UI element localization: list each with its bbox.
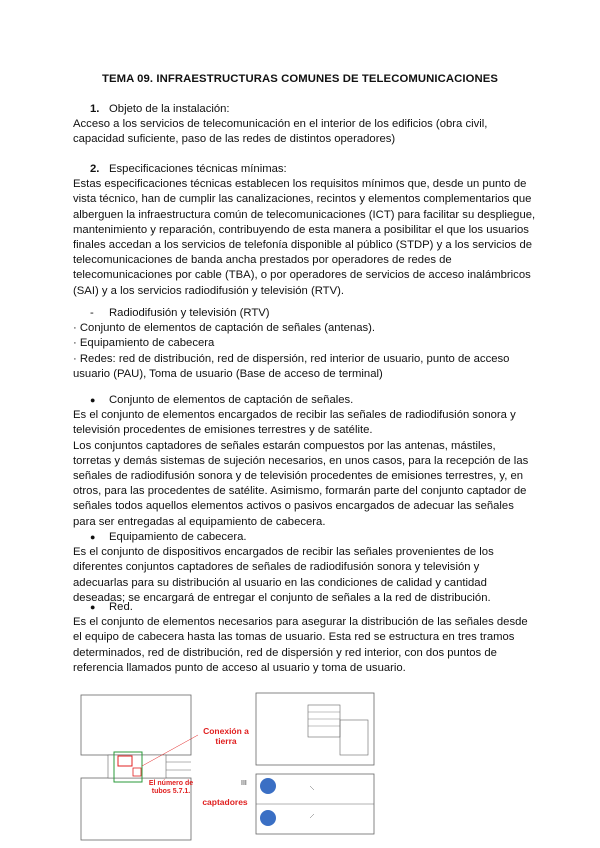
captador-circle [260,778,276,794]
bullet-1-heading-text: Conjunto de elementos de captación de señales. [109,394,354,406]
section-2-number: 2. [90,163,100,175]
text-line: telecomunicaciones por cable (TBA), o por operadores de servicios de acceso inalámbricos [73,269,531,282]
text-line: · Conjunto de elementos de captación de señales (antenas). [73,322,376,335]
section-rtv [73,306,538,382]
text-line: otros, para las procedentes de satélite. Asimismo, formarán parte del conjunto captador de [73,485,527,498]
text-line: referencia llamados punto de acceso al usuario y toma de usuario. [73,661,406,674]
text-line: diferentes conjuntos captadores de señales de radiodifusión sonora y televisión y [73,561,480,574]
text-line: (SAI) y a los servicios radiodifusión y televisión (RTV). [73,284,345,297]
text-line: usuario (PAU), Toma de usuario (Base de acceso de terminal) [73,367,383,380]
bullet-icon: ● [90,602,96,612]
text-line: televisión procedentes de emisiones terrestres y de satélite. [73,424,373,437]
captadores-label: captadores [202,797,248,807]
section-2-heading-text: Especificaciones técnicas mínimas: [109,163,287,175]
bullet-icon: ● [90,532,96,542]
text-line: finales accedan a los servicios de telefonía disponible al público (STDP) y a los servicios de [73,239,533,252]
text-line: señales de radiodifusión sonora y de televisión procedentes de emisiones terrestres, y, en [73,470,524,483]
bullet-2-heading-text: Equipamiento de cabecera. [109,531,247,543]
text-line: señales todos aquellos elementos activos o pasivos encargados de adecuar las señales [73,500,514,513]
conexion-tierra-label: Conexión a tierra [203,726,249,746]
text-line: torretas y demás sistemas de sujeción necesarios, en unos casos, para la recepción de las [73,454,529,467]
captador-circle [260,810,276,826]
section-1-number: 1. [90,103,100,115]
section-cabecera [73,530,538,606]
section-1-heading-text: Objeto de la instalación: [109,103,230,115]
upper-floor-plan [81,695,191,755]
section-red [73,600,538,676]
text-line: capacidad suficiente, paso de las redes de distintos operadores) [73,133,396,146]
rtv-heading [73,306,538,321]
text-line: vista técnico, han de cumplir las canalizaciones, recintos y elementos complementarios que [73,193,532,206]
text-line: · Redes: red de distribución, red de dispersión, red interior de usuario, punto de acceso [73,352,510,365]
section-1-heading [73,102,538,117]
section-objeto [73,102,538,148]
text-line: Es el conjunto de elementos encargados de recibir las señales de radiodifusión sonora y [73,409,516,422]
text-line: Estas especificaciones técnicas establecen los requisitos mínimos que, desde un punto de [73,178,527,191]
text-line: Es el conjunto de elementos necesarios para asegurar la distribución de las señales desde [73,616,528,629]
right-top-plan [256,693,374,765]
text-line: el equipo de cabecera hasta las tomas de usuario. Esta red se estructura en tres tramos [73,631,515,644]
bullet-3-heading-text: Red. [109,601,133,613]
section-captacion [73,393,538,530]
text-line: para ser entregadas al equipamiento de cabecera. [73,515,326,528]
stair-core [108,755,166,778]
section-especificaciones [73,162,538,299]
text-line: telecomunicaciones de banda ancha prestados por operadores de redes de [73,254,452,267]
bullet-3-heading [73,600,538,615]
document-title: TEMA 09. INFRAESTRUCTURAS COMUNES DE TELECOMUNICACIONES [101,73,499,85]
text-line: Acceso a los servicios de telecomunicación en el interior de los edificios (obra civil, [73,118,488,131]
plans-drawing [78,690,378,848]
rtv-heading-text: Radiodifusión y televisión (RTV) [109,307,270,319]
bullet-1-heading [73,393,538,408]
bullet-2-heading [73,530,538,545]
text-line: determinados, red de distribución, red de dispersión y red interior, con dos puntos de [73,646,497,659]
dash-marker: - [90,307,94,319]
text-line: deseadas; se encargará de entregar el conjunto de señales a la red de distribución. [73,591,491,604]
text-line: mantenimiento y reparación, contribuyendo de esta manera a posibilitar el que los usuarios [73,223,529,236]
bullet-icon: ● [90,395,96,405]
ict-plans-figure [78,690,378,840]
text-line: · Equipamiento de cabecera [73,337,215,350]
text-line: adecuarlas para su distribución al usuario en las condiciones de calidad y cantidad [73,576,487,589]
text-line: Los conjuntos captadores de señales estarán compuestos por las antenas, mástiles, [73,439,496,452]
numero-tubos-label: El número de tubos 5.7.1. [148,780,194,795]
text-line: alberguen la infraestructura común de telecomunicaciones (ICT) para facilitar su despliegue, [73,208,536,221]
text-line: Es el conjunto de dispositivos encargados de recibir las señales provenientes de los [73,546,494,559]
section-2-heading [73,162,538,177]
roman-numeral-label: III [241,780,247,787]
